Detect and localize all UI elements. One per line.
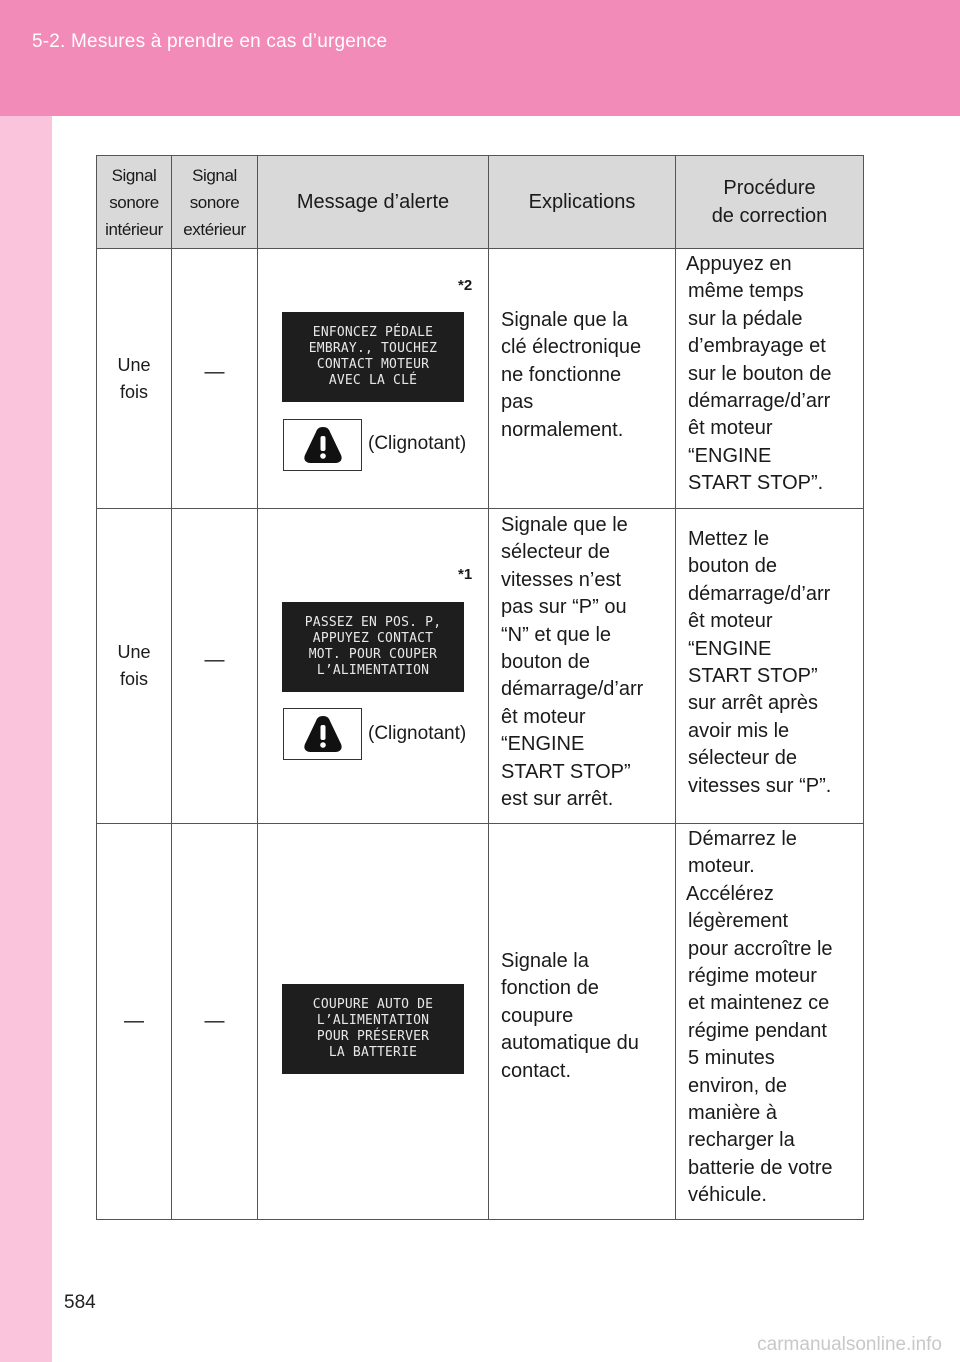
lcd-message-display [282,984,464,1074]
lcd-message-display [282,602,464,692]
text-line: “ENGINE [688,444,772,467]
text-line: “ENGINE [688,637,772,660]
header-message: Message d’alerte [258,156,489,249]
text-line: Signale la [501,949,589,972]
text-line: êt moteur [688,610,773,633]
text-line: START STOP” [688,665,818,688]
header-line: intérieur [105,219,163,239]
text-line: moteur. [688,855,755,878]
exterior-beep-cell: — [172,509,258,824]
text-line: sur la pédale [688,307,803,330]
table-row [97,824,864,1220]
explication-cell [489,824,676,1220]
lcd-line: L’ALIMENTATION [316,663,430,678]
text-line: sur le bouton de [688,362,832,385]
section-header [0,0,960,116]
procedure-cell [676,509,864,824]
text-line: coupure [501,1004,574,1027]
lcd-line: POUR PRÉSERVER [316,1029,430,1044]
side-band [0,116,52,1362]
procedure-cell [676,249,864,509]
warning-messages-table [96,155,864,1220]
warning-icon-box [283,708,362,760]
procedure-cell [676,824,864,1220]
table-row [97,509,864,824]
text-line: légèrement [688,910,789,933]
warning-exclamation-icon [303,425,343,465]
beep-text: fois [119,669,148,689]
lcd-line: EMBRAY., TOUCHEZ [308,341,438,356]
text-line: même temps [688,280,804,303]
text-line: pas [501,391,534,414]
blinking-label: (Clignotant) [368,433,467,454]
text-line: contact. [501,1059,572,1082]
page-number: 584 [64,1292,96,1313]
text-line: sur arrêt après [688,692,819,715]
warning-exclamation-icon [303,714,343,754]
blinking-label: (Clignotant) [368,723,467,744]
text-line: êt moteur [688,417,773,440]
lcd-line: LA BATTERIE [328,1045,418,1060]
text-line: recharger la [688,1129,795,1152]
text-line: vitesses sur “P”. [688,774,832,797]
lcd-line: ENFONCEZ PÉDALE [312,325,434,340]
interior-beep-cell: — [97,824,172,1220]
lcd-line: L’ALIMENTATION [316,1013,430,1028]
footnote-marker: *1 [458,566,473,583]
watermark: carmanualsonline.info [757,1334,942,1355]
header-line: Signal [192,165,237,185]
message-cell [258,509,489,824]
lcd-line: PASSEZ EN POS. P, [304,615,442,630]
text-line: d’embrayage et [688,335,826,358]
text-line: bouton de [688,555,777,578]
table-header-row [97,156,864,249]
header-explications: Explications [489,156,676,249]
text-line: démarrage/d’arr [688,582,831,605]
text-line: START STOP”. [688,472,824,495]
text-line: clé électronique [501,336,642,359]
interior-beep-cell [97,249,172,509]
text-line: batterie de votre [688,1156,833,1179]
text-line: sélecteur de [688,747,797,770]
beep-text: Une [117,642,151,662]
text-line: sélecteur de [501,541,610,564]
header-line: Procédure [723,177,816,199]
header-exterior-beep [172,156,258,249]
exterior-beep-cell: — [172,249,258,509]
text-line: normalement. [501,418,624,441]
text-line: Appuyez en [686,253,792,275]
header-interior-beep [97,156,172,249]
message-cell [258,249,489,509]
text-line: êt moteur [501,705,586,728]
warning-icon-box [283,419,362,471]
text-line: pour accroître le [688,937,833,960]
text-line: START STOP” [501,760,631,783]
table-row [97,249,864,509]
text-line: régime pendant [688,1019,827,1042]
text-line: “N” et que le [501,623,612,646]
interior-beep-cell [97,509,172,824]
text-line: vitesses n’est [501,568,622,591]
lcd-line: APPUYEZ CONTACT [312,631,434,646]
text-line: démarrage/d’arr [501,678,644,701]
header-line: sonore [189,192,240,212]
lcd-line: COUPURE AUTO DE [312,997,434,1012]
explication-cell [489,509,676,824]
text-line: est sur arrêt. [501,788,614,811]
lcd-line: CONTACT MOTEUR [316,357,430,372]
beep-text: fois [119,381,148,402]
exterior-beep-cell: — [172,824,258,1220]
text-line: fonction de [501,977,599,1000]
text-line: environ, de [688,1074,787,1097]
lcd-line: MOT. POUR COUPER [308,647,438,662]
text-line: Signale que la [501,309,628,331]
header-line: de correction [711,205,828,227]
text-line: Démarrez le [688,828,797,850]
message-cell [258,824,489,1220]
text-line: Signale que le [501,514,628,536]
header-procedure [676,156,864,249]
text-line: 5 minutes [688,1047,775,1070]
text-line: manière à [688,1102,777,1125]
text-line: “ENGINE [501,733,585,756]
beep-text: Une [117,354,151,375]
header-line: sonore [109,192,159,212]
lcd-message-display [282,312,464,402]
section-title: 5-2. Mesures à prendre en cas d’urgence [32,31,388,52]
header-line: extérieur [183,219,246,239]
text-line: véhicule. [688,1184,767,1207]
text-line: Mettez le [688,528,770,550]
text-line: Accélérez [686,882,774,905]
text-line: démarrage/d’arr [688,390,831,413]
text-line: automatique du [501,1032,639,1055]
header-line: Signal [111,165,157,185]
text-line: ne fonctionne [501,363,622,386]
text-line: avoir mis le [688,719,790,742]
explication-cell [489,249,676,509]
lcd-line: AVEC LA CLÉ [328,373,418,388]
text-line: bouton de [501,651,590,674]
footnote-marker: *2 [458,277,473,294]
text-line: et maintenez ce [688,992,830,1015]
text-line: régime moteur [688,965,817,988]
text-line: pas sur “P” ou [501,596,627,619]
